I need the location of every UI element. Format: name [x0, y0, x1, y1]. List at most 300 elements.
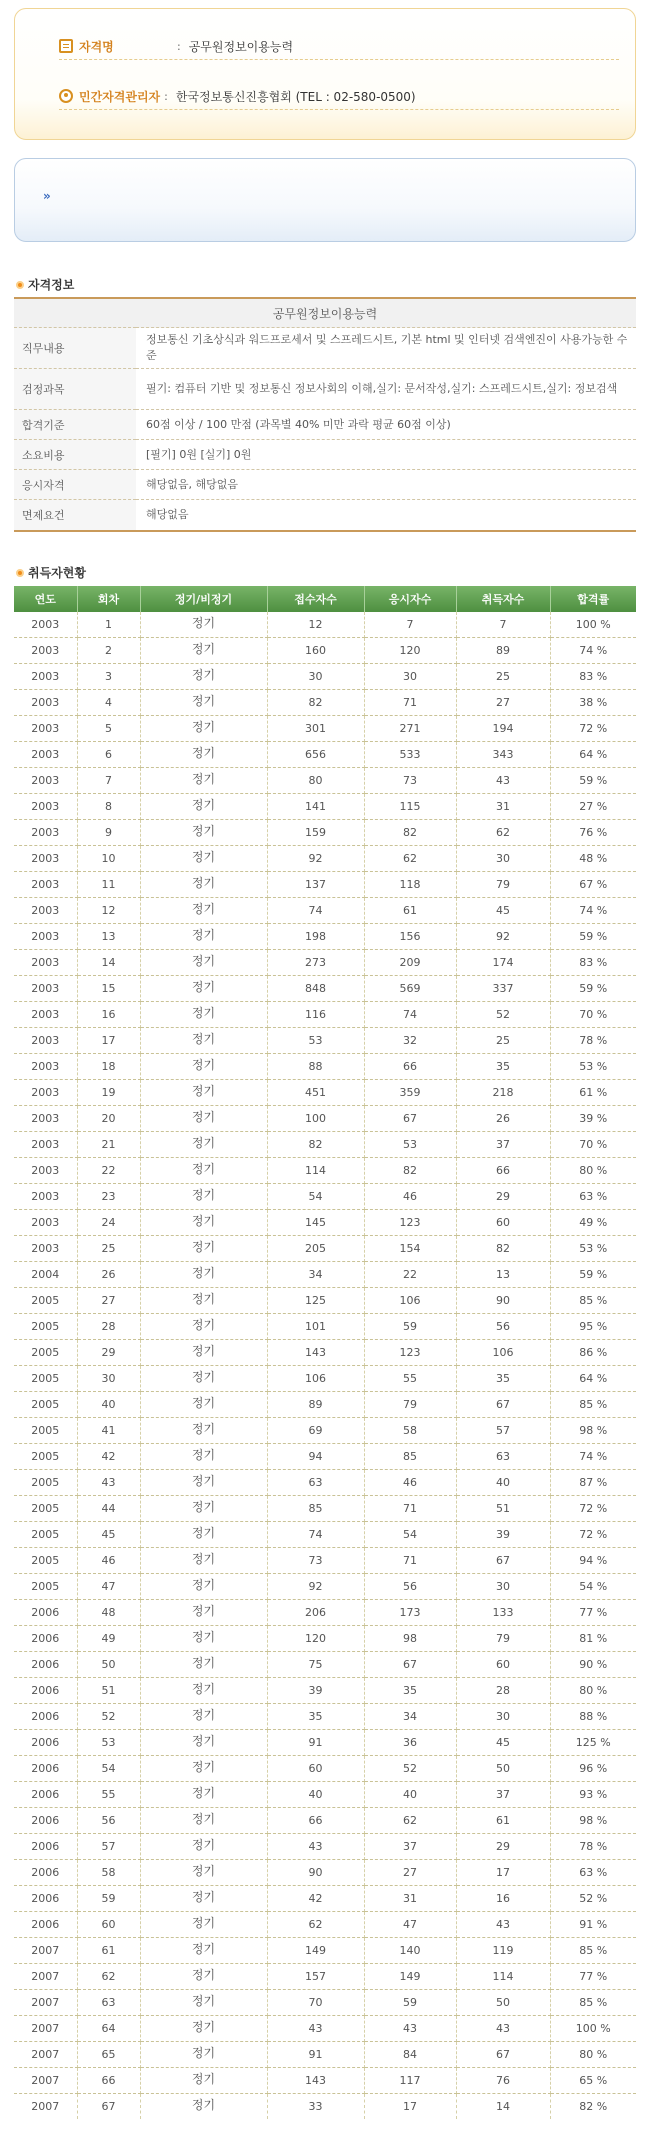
examinees-cell: 84: [364, 2042, 456, 2068]
type-cell: 정기: [140, 1312, 267, 1338]
qualification-name-separator: :: [177, 39, 181, 53]
applicants-cell: 43: [267, 2016, 364, 2042]
acquirers-cell: 52: [456, 1002, 550, 1028]
acquirers-cell: 28: [456, 1678, 550, 1704]
acquirers-cell: 79: [456, 1626, 550, 1652]
round-cell: 13: [77, 924, 140, 950]
examinees-cell: 58: [364, 1418, 456, 1444]
table-row: [14, 1028, 636, 1054]
round-cell: 58: [77, 1860, 140, 1886]
year-cell: 2005: [14, 1444, 77, 1470]
applicants-cell: 159: [267, 820, 364, 846]
applicants-cell: 91: [267, 2042, 364, 2068]
table-row: [14, 1418, 636, 1444]
pass-rate-cell: 77 %: [550, 1964, 636, 1990]
pass-rate-cell: 80 %: [550, 1678, 636, 1704]
round-cell: 64: [77, 2016, 140, 2042]
year-cell: 2005: [14, 1314, 77, 1340]
acq-header-col-pass-rate: 합격률: [550, 586, 636, 612]
year-cell: 2003: [14, 1184, 77, 1210]
year-cell: 2007: [14, 1938, 77, 1964]
examinees-cell: 7: [364, 612, 456, 638]
type-cell: 정기: [140, 792, 267, 818]
examinees-cell: 71: [364, 1548, 456, 1574]
examinees-cell: 30: [364, 664, 456, 690]
round-cell: 24: [77, 1210, 140, 1236]
person-icon: [59, 89, 73, 103]
pass-rate-cell: 48 %: [550, 846, 636, 872]
year-cell: 2003: [14, 768, 77, 794]
round-cell: 67: [77, 2094, 140, 2120]
acquirers-cell: 114: [456, 1964, 550, 1990]
year-cell: 2003: [14, 638, 77, 664]
table-row: [14, 1106, 636, 1132]
type-cell: 정기: [140, 1806, 267, 1832]
applicants-cell: 145: [267, 1210, 364, 1236]
document-icon: [59, 39, 73, 53]
acquirers-cell: 89: [456, 638, 550, 664]
round-cell: 6: [77, 742, 140, 768]
info-key-pass-criteria: 합격기준: [14, 410, 136, 440]
table-row: [14, 638, 636, 664]
applicants-cell: 53: [267, 1028, 364, 1054]
round-cell: 51: [77, 1678, 140, 1704]
pass-rate-cell: 78 %: [550, 1028, 636, 1054]
info-value-cost: [필기] 0원 [실기] 0원: [136, 440, 636, 470]
table-row: [14, 1314, 636, 1340]
pass-rate-cell: 74 %: [550, 638, 636, 664]
pass-rate-cell: 63 %: [550, 1184, 636, 1210]
applicants-cell: 70: [267, 1990, 364, 2016]
examinees-cell: 118: [364, 872, 456, 898]
round-cell: 7: [77, 768, 140, 794]
pass-rate-cell: 72 %: [550, 1522, 636, 1548]
info-section-title-text: 자격정보: [28, 278, 75, 292]
examinees-cell: 36: [364, 1730, 456, 1756]
table-row: [14, 1704, 636, 1730]
acquirers-cell: 17: [456, 1860, 550, 1886]
pass-rate-cell: 63 %: [550, 1860, 636, 1886]
table-row: [14, 2016, 636, 2042]
type-cell: 정기: [140, 1052, 267, 1078]
table-row: [14, 1288, 636, 1314]
type-cell: 정기: [140, 948, 267, 974]
round-cell: 60: [77, 1912, 140, 1938]
table-row: [14, 1626, 636, 1652]
examinees-cell: 209: [364, 950, 456, 976]
year-cell: 2003: [14, 846, 77, 872]
pass-rate-cell: 85 %: [550, 1938, 636, 1964]
acquirers-cell: 62: [456, 820, 550, 846]
acquirers-cell: 174: [456, 950, 550, 976]
table-row: [14, 846, 636, 872]
type-cell: 정기: [140, 974, 267, 1000]
year-cell: 2003: [14, 820, 77, 846]
type-cell: 정기: [140, 1624, 267, 1650]
type-cell: 정기: [140, 1702, 267, 1728]
round-cell: 16: [77, 1002, 140, 1028]
pass-rate-cell: 53 %: [550, 1236, 636, 1262]
pass-rate-cell: 82 %: [579, 2100, 608, 2113]
round-cell: 66: [77, 2068, 140, 2094]
type-cell: 정기: [140, 662, 267, 688]
info-table-header: 공무원정보이용능력: [14, 298, 636, 328]
pass-rate-cell: 98 %: [550, 1418, 636, 1444]
year-cell: 2005: [14, 1392, 77, 1418]
acquirers-cell: 39: [456, 1522, 550, 1548]
round-cell: 65: [77, 2042, 140, 2068]
examinees-cell: 154: [364, 1236, 456, 1262]
type-cell: 정기: [140, 1182, 267, 1208]
type-cell: 정기: [140, 1988, 267, 2014]
applicants-cell: 101: [267, 1314, 364, 1340]
examinees-cell: 156: [364, 924, 456, 950]
type-cell: 정기: [140, 870, 267, 896]
examinees-cell: 53: [364, 1132, 456, 1158]
acquirers-cell: 60: [456, 1652, 550, 1678]
qualification-name-label: 자격명: [79, 39, 114, 54]
acquirers-cell: 60: [456, 1210, 550, 1236]
table-row: [14, 1652, 636, 1678]
acquirers-cell: 337: [456, 976, 550, 1002]
type-cell: 정기: [140, 1260, 267, 1286]
examinees-cell: 120: [364, 638, 456, 664]
examinees-cell: 79: [364, 1392, 456, 1418]
year-cell: 2006: [14, 1704, 77, 1730]
table-row: [14, 1392, 636, 1418]
year-cell: 2005: [14, 1548, 77, 1574]
info-key-subjects: 검정과목: [14, 369, 136, 410]
acquirers-cell: 14: [456, 2094, 550, 2120]
examinees-cell: 40: [364, 1782, 456, 1808]
type-cell: 정기: [140, 1546, 267, 1572]
qualification-name-value: 공무원정보이용능력: [188, 39, 294, 54]
applicants-cell: 137: [267, 872, 364, 898]
qualification-manager-separator: :: [164, 89, 168, 103]
year-cell: 2003: [14, 1028, 77, 1054]
applicants-cell: 69: [267, 1418, 364, 1444]
acquirers-cell: 37: [456, 1782, 550, 1808]
pass-rate-cell: 88 %: [550, 1704, 636, 1730]
year-cell: 2003: [14, 664, 77, 690]
applicants-cell: 85: [267, 1496, 364, 1522]
info-value-subjects: 필기: 컴퓨터 기반 및 정보통신 정보사회의 이해,실기: 문서작성,실기: 스프레드시트,실기: 정보검색: [136, 369, 636, 410]
qualification-summary-box: [14, 8, 636, 140]
applicants-cell: 92: [267, 846, 364, 872]
acquirers-cell: 76: [456, 2068, 550, 2094]
type-cell: 정기: [140, 1130, 267, 1156]
type-cell: 정기: [140, 2092, 267, 2118]
examinees-cell: 123: [364, 1210, 456, 1236]
year-cell: 2007: [14, 1964, 77, 1990]
round-cell: 30: [77, 1366, 140, 1392]
applicants-cell: 75: [267, 1652, 364, 1678]
table-row: [14, 2094, 636, 2120]
table-row: [14, 1912, 636, 1938]
table-row: [14, 1964, 636, 1990]
examinees-cell: 17: [364, 2094, 456, 2120]
year-cell: 2006: [14, 1834, 77, 1860]
year-cell: 2007: [14, 2094, 77, 2120]
round-cell: 3: [77, 664, 140, 690]
examinees-cell: 98: [364, 1626, 456, 1652]
applicants-cell: 60: [267, 1756, 364, 1782]
round-cell: 62: [77, 1964, 140, 1990]
pass-rate-cell: 76 %: [550, 820, 636, 846]
table-row: [14, 1782, 636, 1808]
table-row: [14, 1366, 636, 1392]
table-row: [14, 1444, 636, 1470]
pass-rate-cell: 78 %: [550, 1834, 636, 1860]
round-cell: 23: [77, 1184, 140, 1210]
examinees-cell: 56: [364, 1574, 456, 1600]
year-cell: 2007: [14, 2068, 77, 2094]
type-cell: 정기: [140, 1754, 267, 1780]
table-row: [14, 768, 636, 794]
pass-rate-cell: 59 %: [550, 1262, 636, 1288]
examinees-cell: 54: [364, 1522, 456, 1548]
applicants-cell: 82: [267, 1132, 364, 1158]
examinees-cell: 71: [364, 1496, 456, 1522]
year-cell: 2006: [14, 1600, 77, 1626]
applicants-cell: 143: [267, 2068, 364, 2094]
applicants-cell: 205: [267, 1236, 364, 1262]
pass-rate-cell: 59 %: [550, 976, 636, 1002]
year-cell: 2003: [14, 716, 77, 742]
examinees-cell: 32: [364, 1028, 456, 1054]
applicants-cell: 33: [267, 2094, 364, 2120]
pass-rate-cell: 95 %: [550, 1314, 636, 1340]
examinees-cell: 27: [364, 1860, 456, 1886]
applicants-cell: 62: [267, 1912, 364, 1938]
type-cell: 정기: [140, 636, 267, 662]
acquirers-cell: 106: [456, 1340, 550, 1366]
type-cell: 정기: [140, 1676, 267, 1702]
applicants-cell: 149: [267, 1938, 364, 1964]
applicants-cell: 54: [267, 1184, 364, 1210]
acquirers-cell: 67: [456, 2042, 550, 2068]
applicants-cell: 12: [267, 612, 364, 638]
acquirers-cell: 29: [456, 1184, 550, 1210]
table-row: [14, 1938, 636, 1964]
bullet-icon: [16, 281, 24, 289]
pass-rate-cell: 96 %: [550, 1756, 636, 1782]
table-row: [14, 742, 636, 768]
year-cell: 2006: [14, 1678, 77, 1704]
acq-header-col-applicants: 접수자수: [267, 586, 364, 612]
qualification-name-row: [59, 33, 619, 60]
round-cell: 52: [77, 1704, 140, 1730]
round-cell: 48: [77, 1600, 140, 1626]
pass-rate-cell: 27 %: [550, 794, 636, 820]
year-cell: 2006: [14, 1782, 77, 1808]
acquirers-cell: 119: [456, 1938, 550, 1964]
type-cell: 정기: [140, 1026, 267, 1052]
pass-rate-cell: 39 %: [550, 1106, 636, 1132]
round-cell: 2: [77, 638, 140, 664]
year-cell: 2006: [14, 1730, 77, 1756]
notice-panel: [14, 158, 636, 242]
examinees-cell: 106: [364, 1288, 456, 1314]
type-cell: 정기: [140, 1156, 267, 1182]
acquirers-cell: 30: [456, 1704, 550, 1730]
acquirers-cell: 218: [456, 1080, 550, 1106]
table-row: [14, 612, 636, 638]
acquirers-cell: 50: [456, 1756, 550, 1782]
examinees-cell: 52: [364, 1756, 456, 1782]
qualification-manager-row: [59, 83, 619, 110]
examinees-cell: 59: [364, 1990, 456, 2016]
applicants-cell: 35: [267, 1704, 364, 1730]
round-cell: 27: [77, 1288, 140, 1314]
pass-rate-cell: 74 %: [550, 898, 636, 924]
acquirers-cell: 45: [456, 898, 550, 924]
applicants-cell: 198: [267, 924, 364, 950]
pass-rate-cell: 100 %: [550, 2016, 636, 2042]
round-cell: 40: [77, 1392, 140, 1418]
table-row: [14, 794, 636, 820]
type-cell: 정기: [140, 714, 267, 740]
round-cell: 1: [77, 612, 140, 638]
pass-rate-cell: 74 %: [550, 1444, 636, 1470]
round-cell: 28: [77, 1314, 140, 1340]
applicants-cell: 88: [267, 1054, 364, 1080]
applicants-cell: 92: [267, 1574, 364, 1600]
acquirers-cell: 25: [456, 1028, 550, 1054]
year-cell: 2003: [14, 924, 77, 950]
applicants-cell: 43: [267, 1834, 364, 1860]
acquirers-cell: 82: [456, 1236, 550, 1262]
type-cell: 정기: [140, 1286, 267, 1312]
round-cell: 20: [77, 1106, 140, 1132]
year-cell: 2006: [14, 1626, 77, 1652]
acquirers-cell: 26: [456, 1106, 550, 1132]
type-cell: 정기: [140, 1858, 267, 1884]
examinees-cell: 67: [364, 1652, 456, 1678]
info-value-pass-criteria: 60점 이상 / 100 만점 (과목별 40% 미만 과락 평균 60점 이상): [136, 410, 636, 440]
type-cell: 정기: [140, 1884, 267, 1910]
acq-header-col-year: 연도: [14, 586, 77, 612]
qualification-info-table: [14, 297, 636, 532]
round-cell: 44: [77, 1496, 140, 1522]
year-cell: 2003: [14, 1002, 77, 1028]
year-cell: 2005: [14, 1496, 77, 1522]
qualification-manager-value: 한국정보통신진흥협회 (TEL : 02-580-0500): [175, 89, 416, 104]
table-row: [14, 1158, 636, 1184]
examinees-cell: 533: [364, 742, 456, 768]
type-cell: 정기: [140, 1468, 267, 1494]
round-cell: 46: [77, 1548, 140, 1574]
year-cell: 2005: [14, 1340, 77, 1366]
acquirers-cell: 37: [456, 1132, 550, 1158]
acquirers-cell: 50: [456, 1990, 550, 2016]
applicants-cell: 91: [267, 1730, 364, 1756]
type-cell: 정기: [140, 1234, 267, 1260]
table-row: [14, 1210, 636, 1236]
type-cell: 정기: [140, 1520, 267, 1546]
pass-rate-cell: 80 %: [550, 2042, 636, 2068]
table-row: [14, 1054, 636, 1080]
table-row: [14, 1886, 636, 1912]
table-row: [14, 1470, 636, 1496]
applicants-cell: 116: [267, 1002, 364, 1028]
table-row: [14, 1522, 636, 1548]
applicants-cell: 100: [267, 1106, 364, 1132]
table-row: [14, 1184, 636, 1210]
applicants-cell: 73: [267, 1548, 364, 1574]
year-cell: 2003: [14, 872, 77, 898]
year-cell: 2006: [14, 1912, 77, 1938]
acquirers-cell: 90: [456, 1288, 550, 1314]
pass-rate-cell: 83 %: [550, 950, 636, 976]
table-row: [14, 1600, 636, 1626]
year-cell: 2007: [14, 1990, 77, 2016]
acquirers-cell: 7: [456, 612, 550, 638]
examinees-cell: 62: [364, 1808, 456, 1834]
pass-rate-cell: 54 %: [550, 1574, 636, 1600]
examinees-cell: 173: [364, 1600, 456, 1626]
examinees-cell: 31: [364, 1886, 456, 1912]
pass-rate-cell: 70 %: [550, 1132, 636, 1158]
acquirers-cell: 16: [456, 1886, 550, 1912]
table-row: [14, 716, 636, 742]
table-row: [14, 898, 636, 924]
acquirers-cell: 67: [456, 1392, 550, 1418]
year-cell: 2005: [14, 1522, 77, 1548]
table-row: [14, 1834, 636, 1860]
examinees-cell: 85: [364, 1444, 456, 1470]
acquirers-cell: 51: [456, 1496, 550, 1522]
applicants-cell: 74: [267, 1522, 364, 1548]
round-cell: 10: [77, 846, 140, 872]
acquirers-cell: 133: [456, 1600, 550, 1626]
acquirers-cell: 63: [456, 1444, 550, 1470]
applicants-cell: 451: [267, 1080, 364, 1106]
table-row: [14, 950, 636, 976]
applicants-cell: 301: [267, 716, 364, 742]
table-row: [14, 1730, 636, 1756]
pass-rate-cell: 59 %: [550, 768, 636, 794]
applicants-cell: 89: [267, 1392, 364, 1418]
round-cell: 4: [77, 690, 140, 716]
acquirers-cell: 61: [456, 1808, 550, 1834]
year-cell: 2003: [14, 1106, 77, 1132]
examinees-cell: 59: [364, 1314, 456, 1340]
pass-rate-cell: 94 %: [550, 1548, 636, 1574]
acq-table-body: [14, 612, 636, 2119]
table-row: [14, 2042, 636, 2068]
pass-rate-cell: 86 %: [550, 1340, 636, 1366]
year-cell: 2004: [14, 1262, 77, 1288]
year-cell: 2003: [14, 742, 77, 768]
round-cell: 11: [77, 872, 140, 898]
round-cell: 42: [77, 1444, 140, 1470]
double-arrow-icon[interactable]: »: [43, 189, 51, 203]
year-cell: 2003: [14, 1158, 77, 1184]
examinees-cell: 66: [364, 1054, 456, 1080]
type-cell: 정기: [140, 1364, 267, 1390]
applicants-cell: 157: [267, 1964, 364, 1990]
acq-header-col-type: 정기/비정기: [140, 586, 267, 612]
info-key-job: 직무내용: [14, 328, 136, 369]
round-cell: 61: [77, 1938, 140, 1964]
year-cell: 2003: [14, 612, 77, 638]
examinees-cell: 359: [364, 1080, 456, 1106]
applicants-cell: 106: [267, 1366, 364, 1392]
year-cell: 2006: [14, 1860, 77, 1886]
type-cell: 정기: [140, 1962, 267, 1988]
bullet-icon: [16, 569, 24, 577]
